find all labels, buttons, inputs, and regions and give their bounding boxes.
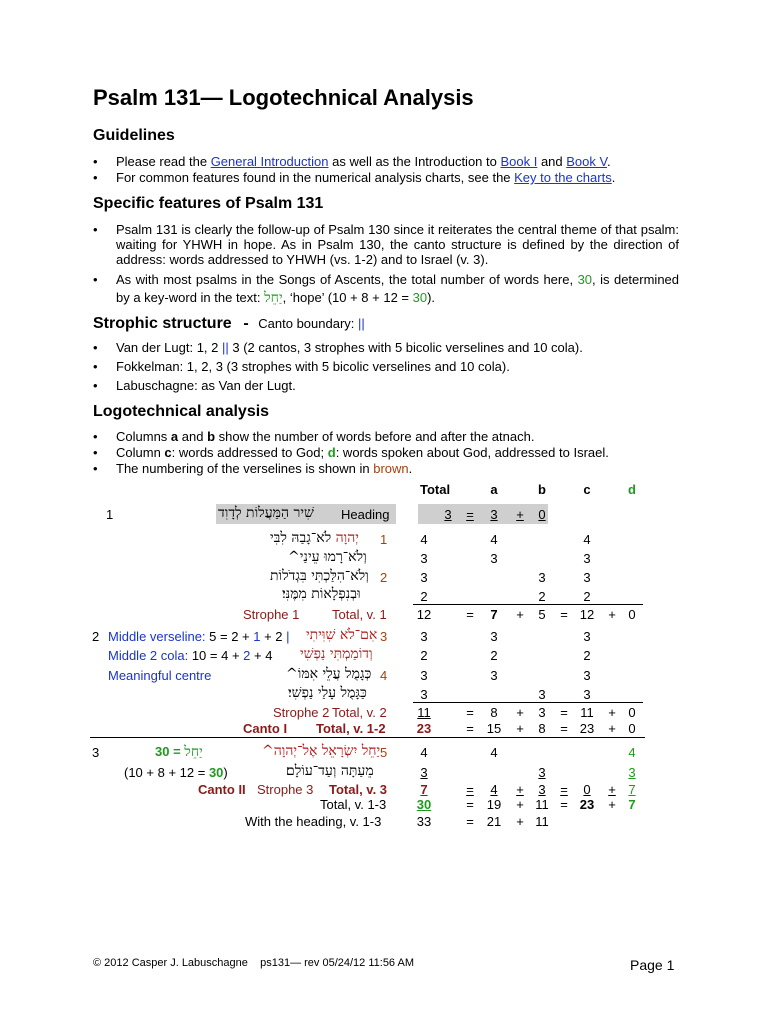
hebrew-line: וְלֹא־הִלַּכְתִּי בִּגְדֹלוֹת	[270, 568, 369, 584]
strophic-heading-row: Strophic structure - Canto boundary: ||	[93, 315, 365, 332]
col-header-b: b	[538, 482, 546, 497]
strophic-heading: Strophic structure	[93, 315, 232, 332]
hope-key-word: יַחֵל = 30	[155, 744, 203, 760]
hope-formula: (10 + 8 + 12 = 30)	[124, 765, 228, 780]
logo-item: • The numbering of the verselines is shown in brown.	[93, 461, 678, 476]
hebrew-line: וְדוֹמַמְתִּי נַפְשִׁי	[300, 646, 373, 662]
hebrew-line: וְלֹא־רָמוּ עֵינַי^	[288, 549, 367, 565]
book-i-link[interactable]: Book I	[500, 154, 538, 169]
hebrew-line: כְּגָמֻל עֲלֵי אִמּוֹ^	[286, 666, 372, 682]
col-header-d: d	[628, 482, 636, 497]
col-header-c: c	[583, 482, 591, 497]
verseline-number: 5	[380, 745, 388, 760]
divider	[413, 604, 643, 605]
hebrew-line: יְהוָה לֹא־גָבַהּ לִבִּי	[270, 530, 359, 546]
col-header-total: Total	[420, 482, 451, 497]
hebrew-line: וּבְנִפְלָאוֹת מִמֶּנִּי׃	[282, 586, 361, 602]
hebrew-line: מֵעַתָּה וְעַד־עוֹלָם׃	[286, 763, 374, 779]
meaningful-centre-note: Meaningful centre	[108, 668, 212, 683]
logotechnical-list	[93, 429, 678, 477]
heading-hebrew: שִׁיר הַמַּעֲלוֹת לְדָוִד	[218, 505, 314, 521]
footer-copyright: © 2012 Casper J. Labuschagne ps131— rev 05/24/12 11:56 AM	[93, 957, 414, 969]
book-v-link[interactable]: Book V	[566, 154, 607, 169]
specific-list	[93, 222, 679, 308]
strophe-total-label: Total, v. 1	[332, 607, 387, 622]
divider	[90, 737, 645, 738]
hebrew-line: אִם־לֹא שִׁוִּיתִי	[306, 627, 378, 643]
verse-number: 2	[92, 629, 100, 644]
divider	[413, 702, 643, 703]
key-to-charts-link[interactable]: Key to the charts	[514, 170, 612, 185]
hebrew-line: כַּגָּמֻל עָלַי נַפְשִׁי׃	[288, 685, 367, 701]
strophe-label: Strophe 1	[243, 607, 300, 622]
specific-item: • As with most psalms in the Songs of Ascents, the total number of words here, 30, is determined by a key-word in the text: יַחֵל, ‘hope’ (10 + 8 + 12 = 30).	[93, 271, 679, 307]
specific-item: • Psalm 131 is clearly the follow-up of Psalm 130 since it reiterates the central theme of that psalm: waiting for YHWH in hope. As in Psalm 130, the canto structure is defined by the direction of address: words addressed to YHWH (vs. 1-2) and to Israel (v. 3).	[93, 222, 679, 267]
verse-number: 1	[106, 507, 114, 522]
logo-item: • Column c: words addressed to God; d: words spoken about God, addressed to Israel.	[93, 445, 678, 460]
heading-label: Heading	[341, 507, 390, 522]
canto-label: Canto II	[198, 782, 246, 797]
guidelines-list	[93, 154, 678, 186]
page-title: Psalm 131— Logotechnical Analysis	[93, 85, 474, 110]
strophic-item: • Fokkelman: 1, 2, 3 (3 strophes with 5 bicolic verselines and 10 cola).	[93, 359, 678, 374]
canto-total-label: Total, v. 1-2	[316, 721, 386, 736]
verseline-number: 3	[380, 629, 388, 644]
strophe-total-label: Total, v. 3	[329, 782, 388, 797]
canto-boundary-mark: ||	[358, 316, 365, 331]
guidelines-item: • Please read the General Introduction as well as the Introduction to Book I and Book V.	[93, 154, 678, 169]
middle-verseline-note: Middle verseline: 5 = 2 + 1 + 2 |	[108, 629, 290, 644]
hebrew-line: יַחֵל יִשְׂרָאֵל אֶל־יְהוָה^	[262, 743, 381, 759]
middle-cola-note: Middle 2 cola: 10 = 4 + 2 + 4	[108, 648, 273, 663]
strophic-list	[93, 340, 678, 394]
logo-item: • Columns a and b show the number of words before and after the atnach.	[93, 429, 678, 444]
page-number: Page 1	[630, 957, 675, 973]
strophe-label: Strophe 2	[273, 705, 330, 720]
verseline-number: 4	[380, 668, 388, 683]
strophe-label: Strophe 3	[257, 782, 314, 797]
strophic-item: • Labuschagne: as Van der Lugt.	[93, 378, 678, 393]
guidelines-heading: Guidelines	[93, 127, 175, 144]
guidelines-item: • For common features found in the numerical analysis charts, see the Key to the charts.	[93, 170, 678, 185]
general-introduction-link[interactable]: General Introduction	[210, 154, 329, 169]
strophe-total-label: Total, v. 2	[332, 705, 387, 720]
with-heading-label: With the heading, v. 1-3	[245, 814, 382, 829]
canto-label: Canto I	[243, 721, 288, 736]
verse-number: 3	[92, 745, 100, 760]
verseline-number: 2	[380, 570, 388, 585]
strophic-item: • Van der Lugt: 1, 2 || 3 (2 cantos, 3 strophes with 5 bicolic verselines and 10 cola).	[93, 340, 678, 355]
grand-total-label: Total, v. 1-3	[320, 797, 387, 812]
verseline-number: 1	[380, 532, 388, 547]
specific-features-heading: Specific features of Psalm 131	[93, 195, 324, 212]
logotechnical-heading: Logotechnical analysis	[93, 403, 270, 420]
col-header-a: a	[490, 482, 498, 497]
